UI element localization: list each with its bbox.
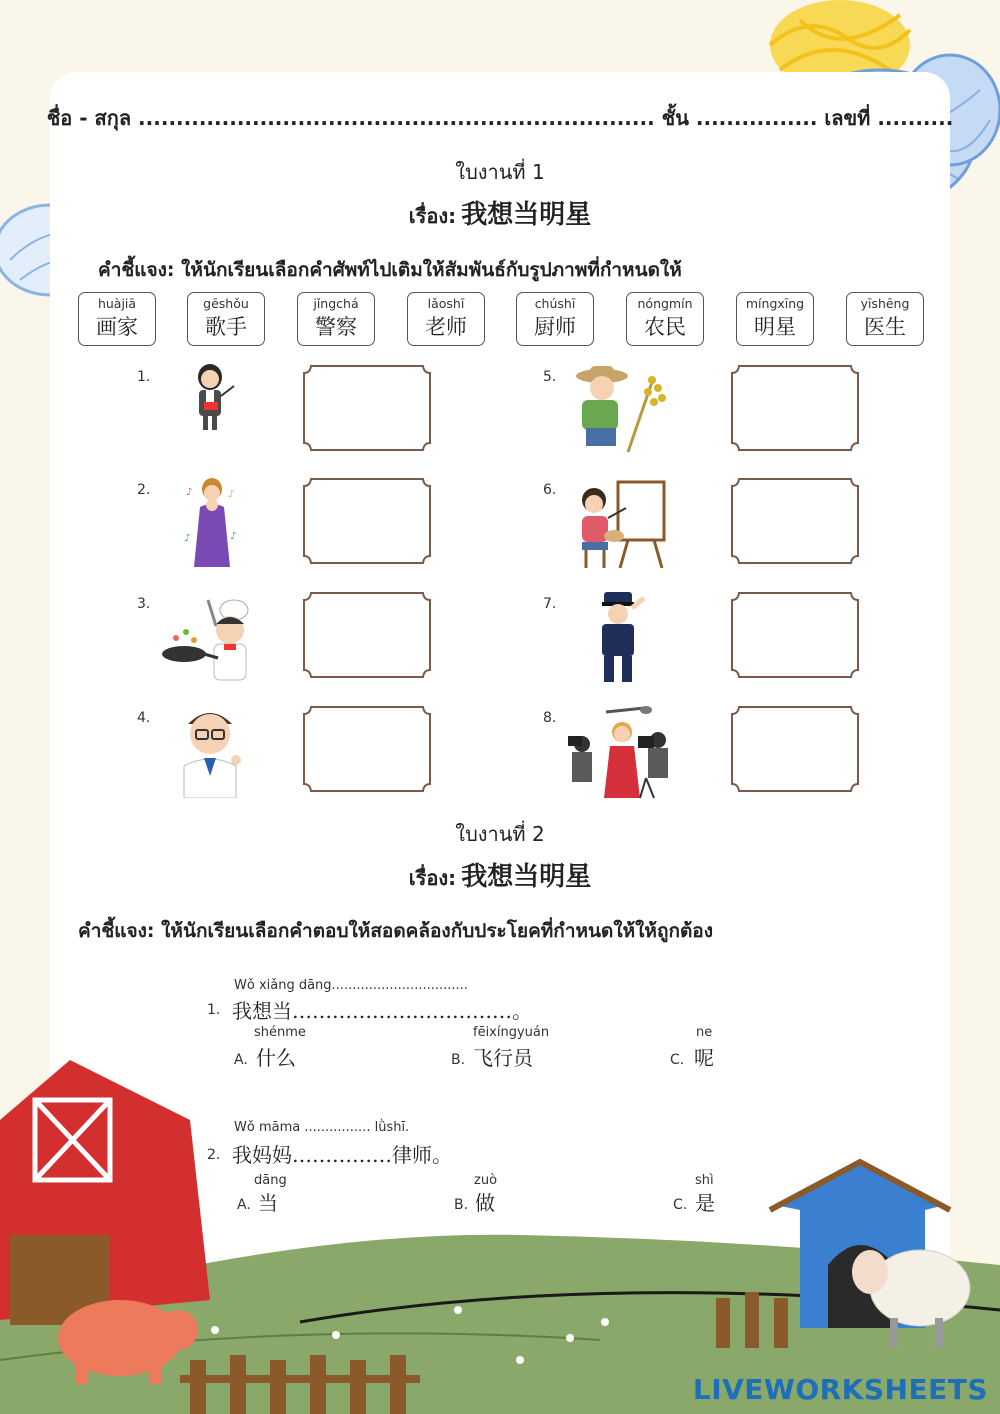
svg-text:♪: ♪ — [186, 487, 193, 498]
word-hanzi: 农民 — [644, 315, 686, 339]
number-label: เลขที่ — [824, 106, 871, 130]
q2-option-c-pinyin: shì — [695, 1173, 714, 1188]
item-number-3: 3. — [137, 596, 151, 612]
q1-option-c-pinyin: ne — [696, 1025, 713, 1040]
liveworksheets-logo[interactable]: LIVEWORKSHEETS — [692, 1373, 988, 1406]
answer-box-2[interactable] — [302, 477, 432, 565]
item-number-4: 4. — [137, 710, 151, 726]
question-1-number: 1. — [207, 1002, 221, 1018]
answer-box-8[interactable] — [730, 705, 860, 793]
word-card-nongmin[interactable] — [626, 292, 704, 346]
answer-box-5[interactable] — [730, 364, 860, 452]
word-pinyin: lǎoshī — [427, 296, 465, 311]
word-hanzi: 警察 — [315, 315, 357, 339]
class-label: ชั้น — [661, 106, 689, 130]
q2-option-a-letter[interactable]: A. — [237, 1197, 251, 1213]
q1-option-b-letter[interactable]: B. — [451, 1052, 466, 1068]
word-hanzi: 画家 — [96, 315, 138, 339]
doctor-illustration — [180, 706, 242, 798]
answer-box-1[interactable] — [302, 364, 432, 452]
word-pinyin: huàjiā — [97, 296, 137, 311]
word-card-jingcha[interactable] — [297, 292, 375, 346]
svg-text:♪: ♪ — [184, 533, 191, 544]
q2-option-c[interactable]: 是 — [695, 1191, 715, 1215]
instruction-text: ให้นักเรียนเลือกคำตอบให้สอดคล้องกับประโยคที่กำหนดให้ให้ถูกต้อง — [161, 920, 713, 942]
word-card-geshou[interactable] — [187, 292, 265, 346]
q1-option-a[interactable]: 什么 — [256, 1046, 296, 1070]
word-card-mingxing[interactable] — [736, 292, 814, 346]
item-number-7: 7. — [543, 596, 557, 612]
word-card-chushi[interactable] — [516, 292, 594, 346]
q1-option-c-letter[interactable]: C. — [670, 1052, 685, 1068]
sheet2-instruction — [78, 916, 713, 946]
sheet1-instruction — [98, 255, 682, 285]
answer-box-7[interactable] — [730, 591, 860, 679]
svg-text:♪: ♪ — [230, 531, 237, 542]
item-number-5: 5. — [543, 369, 557, 385]
answer-box-3[interactable] — [302, 591, 432, 679]
sheet1-label: ใบงานที่ 1 — [455, 160, 545, 184]
question-2-number: 2. — [207, 1147, 221, 1163]
word-hanzi: 歌手 — [205, 315, 247, 339]
farmer-illustration — [568, 362, 672, 457]
q2-option-b-letter[interactable]: B. — [454, 1197, 469, 1213]
item-number-6: 6. — [543, 482, 557, 498]
sheet1-topic-prefix: เรื่อง: — [408, 204, 457, 228]
q1-option-c[interactable]: 呢 — [694, 1046, 714, 1070]
word-pinyin: gēshǒu — [203, 296, 249, 311]
instruction-label: คำชี้แจง: — [78, 920, 155, 942]
sheet2-title — [0, 856, 1000, 894]
student-info-line — [0, 102, 1000, 134]
instruction-text: ให้นักเรียนเลือกคำศัพท์ไปเติมให้สัมพันธ์กับรูปภาพที่กำหนดให้ — [181, 259, 682, 281]
instruction-label: คำชี้แจง: — [98, 259, 175, 281]
name-label: ชื่อ - สกุล — [46, 106, 132, 130]
word-hanzi: 明星 — [754, 315, 796, 339]
name-field[interactable]: .................................................................... — [138, 106, 655, 130]
q2-option-a-pinyin: dāng — [254, 1173, 287, 1188]
q2-option-c-letter[interactable]: C. — [673, 1197, 688, 1213]
q1-option-b-pinyin: fēixíngyuán — [473, 1025, 550, 1040]
q1-option-a-letter[interactable]: A. — [234, 1052, 248, 1068]
answer-box-4[interactable] — [302, 705, 432, 793]
painter-illustration — [572, 478, 672, 570]
word-card-yisheng[interactable] — [846, 292, 924, 346]
q2-option-b-pinyin: zuò — [474, 1173, 498, 1188]
q1-option-b[interactable]: 飞行员 — [473, 1046, 533, 1070]
word-pinyin: nóngmín — [637, 296, 693, 311]
sheet2-label: ใบงานที่ 2 — [455, 822, 545, 846]
question-2-pinyin: Wǒ māma ................ lǜshī. — [234, 1120, 410, 1135]
svg-text:♪: ♪ — [228, 489, 235, 500]
chef-illustration — [158, 596, 258, 684]
word-hanzi: 医生 — [864, 315, 906, 339]
singer-illustration — [180, 475, 242, 570]
sheet1-topic: 我想当明星 — [461, 200, 592, 230]
answer-box-6[interactable] — [730, 477, 860, 565]
q2-option-a[interactable]: 当 — [258, 1191, 278, 1215]
question-1-pinyin: Wǒ xiǎng dāng................................. — [234, 978, 468, 993]
word-pinyin: míngxīng — [745, 296, 805, 311]
sheet1-title — [0, 194, 1000, 232]
word-hanzi: 老师 — [425, 315, 467, 339]
word-card-huajia[interactable] — [78, 292, 156, 346]
q1-option-a-pinyin: shénme — [254, 1025, 306, 1040]
word-hanzi: 厨师 — [534, 315, 576, 339]
word-pinyin: yīshēng — [860, 296, 910, 311]
q2-option-b[interactable]: 做 — [475, 1191, 495, 1215]
farm-scene-decoration — [0, 1060, 1000, 1414]
class-field[interactable]: ................ — [695, 106, 818, 130]
question-2-sentence[interactable]: 我妈妈……………律师。 — [232, 1143, 452, 1167]
item-number-2: 2. — [137, 482, 151, 498]
sheet2-topic-prefix: เรื่อง: — [408, 866, 457, 890]
word-card-laoshi[interactable] — [407, 292, 485, 346]
police-illustration — [590, 590, 646, 685]
sheet2-topic: 我想当明星 — [461, 862, 592, 892]
number-field[interactable]: .......... — [877, 106, 954, 130]
item-number-8: 8. — [543, 710, 557, 726]
word-pinyin: chúshī — [534, 296, 576, 311]
question-1-sentence[interactable]: 我想当……………………………。 — [232, 999, 532, 1023]
word-pinyin: jǐngchá — [313, 296, 359, 311]
item-number-1: 1. — [137, 369, 151, 385]
celebrity-illustration — [566, 706, 676, 800]
teacher-illustration — [178, 362, 238, 432]
